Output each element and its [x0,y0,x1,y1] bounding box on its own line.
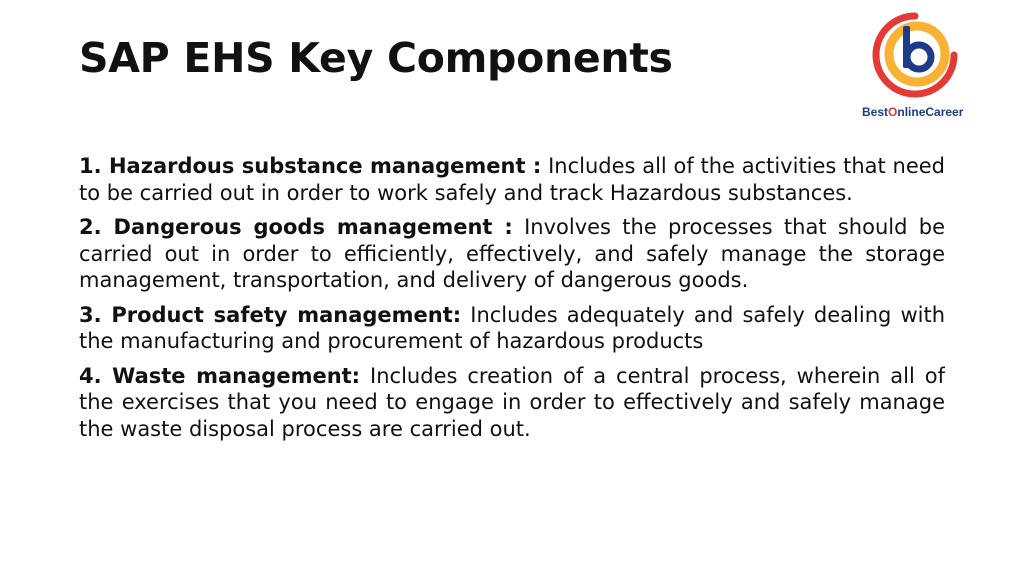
logo-emblem-icon [870,10,960,100]
logo-word-best: Best [862,105,889,119]
item-heading: 3. Product safety management: [79,302,462,327]
logo-word-career: Career [925,105,964,119]
list-item [79,363,945,443]
best-online-career-logo [858,10,978,122]
list-item [79,214,945,294]
item-description: Includes all of the activities that need to be carried out in order to work safely and track Hazardous substances. [79,154,945,205]
slide-title: SAP EHS Key Components [79,34,673,82]
item-description: Involves the processes that should be carried out in order to efficiently, effectively, and safely manage the storage management, transportation, and delivery of dangerous goods. [79,215,945,292]
item-heading: 1. Hazardous substance management : [79,154,542,178]
logo-wordmark [862,105,963,119]
list-item [79,153,945,206]
item-description: Includes adequately and safely dealing with the manufacturing and procurement of hazardous products [79,302,945,353]
logo-word-o: O [888,105,898,119]
item-description: Includes creation of a central process, wherein all of the exercises that you need to engage in order to effectively and safely manage the waste disposal process are carried out. [79,363,945,441]
logo-word-nline: nline [897,105,926,119]
item-heading: 2. Dangerous goods management : [79,215,513,239]
list-item [79,302,945,355]
item-heading: 4. Waste management: [79,363,361,388]
components-list [79,153,945,567]
